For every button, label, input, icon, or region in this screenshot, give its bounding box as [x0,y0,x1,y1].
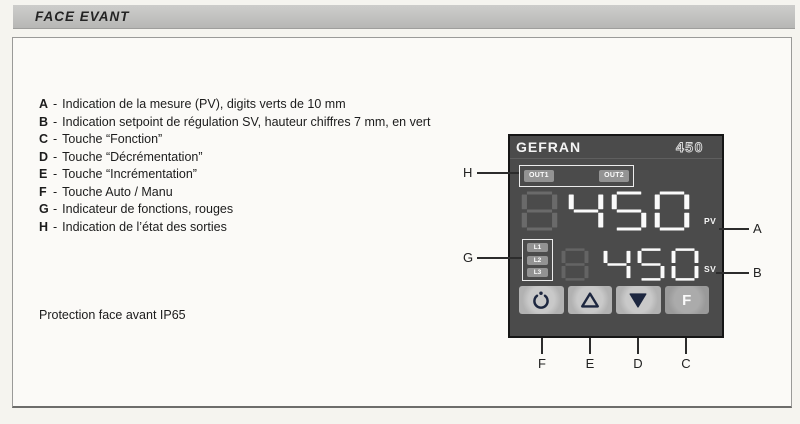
callout-h: H [463,165,473,180]
legend-text: Touche “Fonction” [62,132,163,146]
auto-manu-button [519,286,564,314]
legend-item-f: F - Touche Auto / Manu [39,184,173,199]
sv-ghost-digit [561,248,589,281]
decrement-button [616,286,661,314]
panel-header [510,136,722,159]
callout-e-line [589,338,591,354]
out2-indicator: OUT2 [599,170,629,182]
legend-item-e: E - Touche “Incrémentation” [39,167,197,181]
section-title-bar [13,5,795,29]
pv-ghost-digit [521,191,558,231]
callout-c-line [685,338,687,354]
pv-label: PV [704,216,717,226]
output-status-box [519,165,634,187]
callout-d: D [633,356,643,371]
down-arrow-icon [627,289,649,311]
led-l2: L2 [527,256,548,265]
legend-item-h: H - Indication de l’état des sorties [39,219,227,234]
content-box [12,37,792,408]
legend-item-a: A - Indication de la mesure (PV), digits verts de 10 mm [39,97,346,111]
standby-icon [530,289,552,311]
callout-f-line [541,338,543,354]
legend-text: Indicateur de fonctions, rouges [62,202,234,216]
legend-text: Touche Auto / Manu [62,184,173,199]
legend-list [39,96,430,236]
function-button: F [665,286,710,314]
increment-button [568,286,613,314]
led-l1: L1 [527,243,548,252]
callout-f: F [538,356,546,371]
legend-item-c: C - Touche “Fonction” [39,132,163,146]
callout-a: A [753,221,762,236]
callout-b-line [716,272,749,274]
callout-g-line [477,257,522,259]
legend-text: Touche “Décrémentation” [62,149,203,164]
brand-logo: GEFRAN [516,139,582,155]
section-title: FACE EVANT [35,9,130,24]
up-arrow-icon [579,289,601,311]
callout-c: C [681,356,691,371]
led-l3: L3 [527,268,548,277]
button-row [519,286,709,314]
legend-item-b: B - Indication setpoint de régulation SV, hauteur chiffres 7 mm, en vert [39,114,431,129]
function-led-box [522,239,553,281]
protection-note: Protection face avant IP65 [39,308,186,322]
callout-a-line [719,228,749,230]
callout-h-line [477,172,519,174]
controller-front-panel [508,134,724,338]
legend-text: Indication setpoint de régulation SV, hauteur chiffres 7 mm, en vert [62,114,431,129]
callout-e: E [585,356,595,371]
out1-indicator: OUT1 [524,170,554,182]
callout-b: B [753,265,762,280]
svg-text:450: 450 [676,139,704,155]
sv-label: SV [704,264,717,274]
sv-display [603,248,699,281]
legend-text: Touche “Incrémentation” [62,167,197,181]
callout-g: G [463,250,474,265]
legend-item-g: G - Indicateur de fonctions, rouges [39,202,234,216]
legend-text: Indication de l’état des sorties [62,219,227,234]
callout-d-line [637,338,639,354]
legend-item-d: D - Touche “Décrémentation” [39,149,203,164]
legend-text: Indication de la mesure (PV), digits verts de 10 mm [62,97,346,111]
model-number [674,139,716,155]
pv-display [568,191,690,231]
